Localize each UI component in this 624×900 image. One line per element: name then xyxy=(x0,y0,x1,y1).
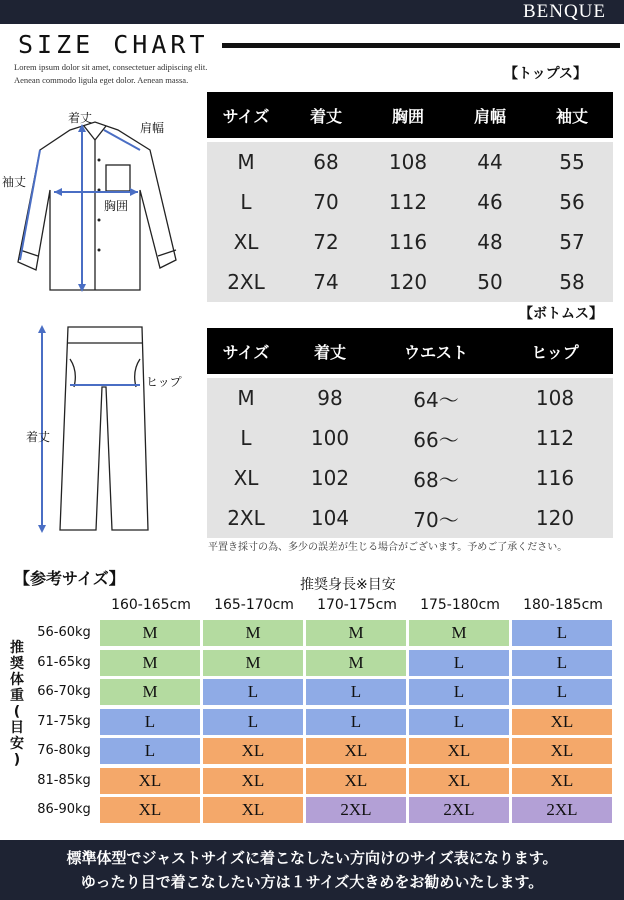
reference-title: 【参考サイズ】 xyxy=(14,569,125,588)
table-row xyxy=(207,182,613,222)
table-row xyxy=(207,418,613,458)
tops-header-row xyxy=(207,92,613,138)
lorem-line-2: Aenean commodo ligula eget dolor. Aenean massa. xyxy=(14,75,189,85)
size-cell: L xyxy=(306,679,406,705)
size-cell: XL xyxy=(409,738,509,764)
weight-title: 推 奨 体 重 ( 目 安 ) xyxy=(10,640,24,768)
bottoms-col-2: ウエスト xyxy=(375,328,497,374)
size-cell: L xyxy=(203,709,303,735)
bottoms-label: 【ボトムス】 xyxy=(519,306,603,322)
footer-line-2: ゆったり目で着こなしたい方は１サイズ大きめをお勧めいたします。 xyxy=(80,873,544,891)
brand-logo: BENQUE xyxy=(522,1,606,22)
lorem-line-1: Lorem ipsum dolor sit amet, consectetuer adipiscing elit. xyxy=(14,62,208,72)
size-cell: L xyxy=(409,650,509,676)
table-row xyxy=(207,498,613,538)
size-cell: XL xyxy=(100,797,200,823)
size-cell: L xyxy=(306,709,406,735)
measurement-note: 平置き採寸の為、多少の誤差が生じる場合がございます。予めご了承ください。 xyxy=(208,542,568,553)
table-cell: 68 xyxy=(285,142,367,182)
size-cell: M xyxy=(409,620,509,646)
weight-row-label: 66-70kg xyxy=(37,684,91,699)
table-cell: L xyxy=(207,182,285,222)
table-cell: 100 xyxy=(285,418,375,458)
table-row xyxy=(207,222,613,262)
height-col-2: 170-175cm xyxy=(317,597,397,613)
size-cell: L xyxy=(100,709,200,735)
table-cell: 56 xyxy=(531,182,613,222)
table-cell: 116 xyxy=(497,458,613,498)
table-cell: 70 xyxy=(285,182,367,222)
size-cell: XL xyxy=(203,768,303,794)
bottoms-table xyxy=(207,328,613,538)
shirt-figure xyxy=(0,110,200,300)
table-cell: 50 xyxy=(449,262,531,302)
height-col-1: 165-170cm xyxy=(214,597,294,613)
table-cell: 44 xyxy=(449,142,531,182)
size-cell: XL xyxy=(512,709,612,735)
size-cell: 2XL xyxy=(409,797,509,823)
size-cell: M xyxy=(100,620,200,646)
title-divider xyxy=(222,43,620,48)
table-cell: 48 xyxy=(449,222,531,262)
table-cell: 120 xyxy=(497,498,613,538)
size-cell: XL xyxy=(203,738,303,764)
size-cell: XL xyxy=(306,738,406,764)
shirt-shoulder-label: 肩幅 xyxy=(140,121,165,135)
footer-banner xyxy=(0,840,624,900)
table-cell: 74 xyxy=(285,262,367,302)
size-cell: M xyxy=(203,620,303,646)
table-cell: 64～ xyxy=(375,378,497,418)
table-cell: XL xyxy=(207,222,285,262)
shirt-chest-label: 胸囲 xyxy=(104,199,129,213)
pants-figure xyxy=(0,315,200,545)
size-cell: XL xyxy=(306,768,406,794)
table-cell: 120 xyxy=(367,262,449,302)
tops-col-0: サイズ xyxy=(207,92,285,138)
weight-row-label: 76-80kg xyxy=(37,743,91,758)
size-cell: L xyxy=(512,620,612,646)
size-cell: M xyxy=(100,679,200,705)
shirt-sleeve-label: 袖丈 xyxy=(2,175,27,189)
size-cell: L xyxy=(409,679,509,705)
table-cell: M xyxy=(207,142,285,182)
tops-col-2: 胸囲 xyxy=(367,92,449,138)
table-cell: 108 xyxy=(367,142,449,182)
page-title: SIZE CHART xyxy=(18,30,209,59)
top-bar xyxy=(0,0,624,24)
size-cell: L xyxy=(409,709,509,735)
table-cell: 70～ xyxy=(375,498,497,538)
table-cell: 112 xyxy=(367,182,449,222)
bottoms-col-0: サイズ xyxy=(207,328,285,374)
size-cell: M xyxy=(306,620,406,646)
size-cell: XL xyxy=(100,768,200,794)
table-cell: 57 xyxy=(531,222,613,262)
table-cell: M xyxy=(207,378,285,418)
table-cell: 98 xyxy=(285,378,375,418)
table-cell: 108 xyxy=(497,378,613,418)
weight-row-label: 71-75kg xyxy=(37,713,91,729)
table-cell: 46 xyxy=(449,182,531,222)
bottoms-col-1: 着丈 xyxy=(285,328,375,374)
tops-col-4: 袖丈 xyxy=(531,92,613,138)
height-col-0: 160-165cm xyxy=(111,597,191,613)
table-cell: L xyxy=(207,418,285,458)
bottoms-header-row xyxy=(207,328,613,374)
weight-row-label: 56-60kg xyxy=(37,625,91,640)
table-cell: 116 xyxy=(367,222,449,262)
size-cell: XL xyxy=(512,738,612,764)
size-cell: XL xyxy=(512,768,612,794)
weight-row-label: 61-65kg xyxy=(37,654,91,670)
table-cell: 112 xyxy=(497,418,613,458)
size-cell: XL xyxy=(203,797,303,823)
table-cell: 68～ xyxy=(375,458,497,498)
size-cell: M xyxy=(306,650,406,676)
size-cell: M xyxy=(203,650,303,676)
table-cell: 2XL xyxy=(207,262,285,302)
size-cell: 2XL xyxy=(512,797,612,823)
table-cell: 102 xyxy=(285,458,375,498)
height-title: 推奨身長※目安 xyxy=(300,577,396,593)
weight-row-label: 81-85kg xyxy=(37,772,91,788)
size-cell: 2XL xyxy=(306,797,406,823)
shirt-length-label: 着丈 xyxy=(68,111,93,125)
table-cell: 55 xyxy=(531,142,613,182)
table-cell: 58 xyxy=(531,262,613,302)
table-row xyxy=(207,378,613,418)
tops-label: 【トップス】 xyxy=(504,66,588,82)
weight-row-label: 86-90kg xyxy=(37,802,91,817)
table-cell: 104 xyxy=(285,498,375,538)
size-cell: L xyxy=(100,738,200,764)
size-cell: L xyxy=(203,679,303,705)
table-cell: 2XL xyxy=(207,498,285,538)
pants-length-label: 着丈 xyxy=(26,430,51,444)
table-row xyxy=(207,142,613,182)
table-row xyxy=(207,458,613,498)
tops-col-1: 着丈 xyxy=(285,92,367,138)
height-col-4: 180-185cm xyxy=(523,597,603,613)
size-cell: XL xyxy=(409,768,509,794)
tops-table xyxy=(207,92,613,302)
bottoms-col-3: ヒップ xyxy=(497,328,613,374)
table-row xyxy=(207,262,613,302)
size-cell: L xyxy=(512,679,612,705)
height-col-3: 175-180cm xyxy=(420,597,500,613)
table-cell: 72 xyxy=(285,222,367,262)
table-cell: 66～ xyxy=(375,418,497,458)
size-cell: M xyxy=(100,650,200,676)
footer-line-1: 標準体型でジャストサイズに着こなしたい方向けのサイズ表になります。 xyxy=(66,849,558,867)
pants-hip-label: ヒップ xyxy=(146,375,182,389)
table-cell: XL xyxy=(207,458,285,498)
size-cell: L xyxy=(512,650,612,676)
tops-col-3: 肩幅 xyxy=(449,92,531,138)
